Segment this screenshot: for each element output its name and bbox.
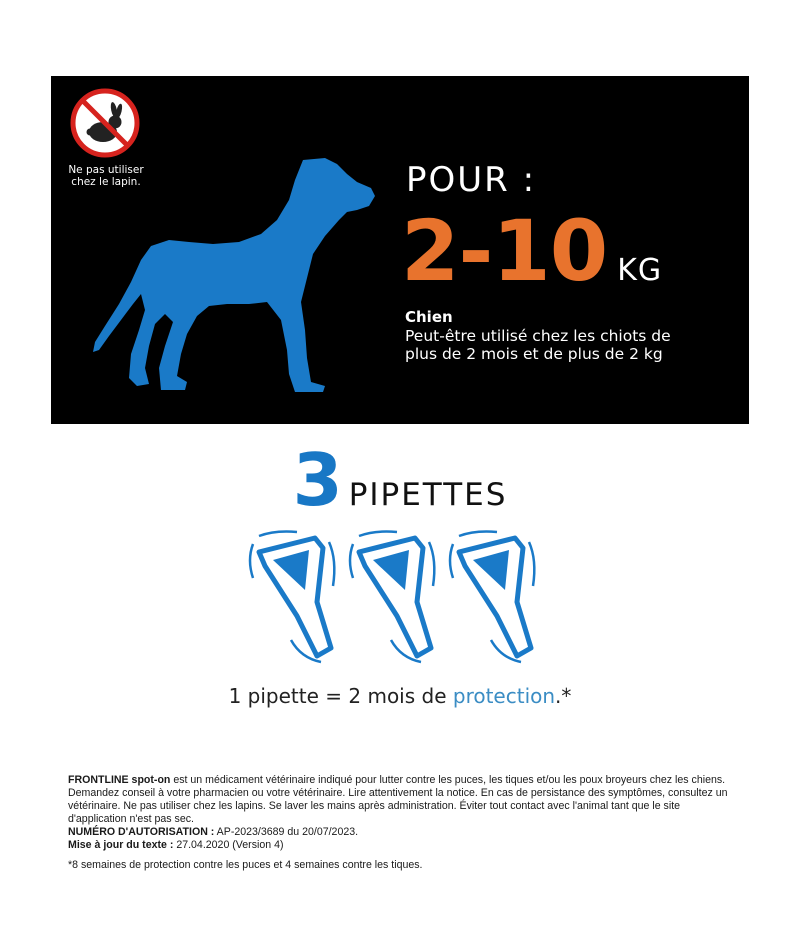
product-description: est un médicament vétérinaire indiqué pour lutter contre les puces, les tiques et/ou les poux broyeurs chez les chiens. Demandez conseil à votre pharmacien ou votre vétérinaire. Lire attentivement la notice. En cas de persistance des symptômes, consultez un vétérinaire. Ne pas utiliser chez les lapins. Se laver les mains après administration. Éviter tout contact avec l'animal tant que le site d'application n'est pas sec. xyxy=(68,774,728,825)
update-value: 27.04.2020 (Version 4) xyxy=(173,839,284,851)
pipettes-heading xyxy=(0,440,800,520)
protection-suffix: .* xyxy=(555,684,572,708)
protection-statement xyxy=(0,684,800,708)
pour-label: POUR : xyxy=(406,160,537,200)
pipette-icon xyxy=(250,532,334,663)
weight-range-row xyxy=(401,202,663,300)
authorization-label: NUMÉRO D'AUTORISATION : xyxy=(68,826,215,838)
product-name: FRONTLINE spot-on xyxy=(68,774,171,786)
protection-prefix: 1 pipette = 2 mois de xyxy=(228,684,453,708)
footnote: *8 semaines de protection contre les puces et 4 semaines contre les tiques. xyxy=(68,859,423,871)
product-banner xyxy=(51,76,749,424)
legal-description xyxy=(68,774,738,826)
species-description: Peut-être utilisé chez les chiots de plus de 2 mois et de plus de 2 kg xyxy=(405,327,671,363)
species-label: Chien xyxy=(405,308,453,326)
rabbit-warning-line1: Ne pas utiliser xyxy=(68,164,144,176)
pipette-icons xyxy=(243,530,563,670)
legal-text xyxy=(68,774,738,872)
update-label: Mise à jour du texte : xyxy=(68,839,174,851)
update-line xyxy=(68,839,738,852)
authorization-line xyxy=(68,826,738,839)
authorization-value: AP-2023/3689 du 20/07/2023. xyxy=(214,826,359,838)
no-rabbit-icon xyxy=(70,88,140,158)
protection-word: protection xyxy=(452,684,556,708)
pipette-icon xyxy=(450,532,534,663)
dog-silhouette-icon xyxy=(89,154,389,394)
weight-unit: KG xyxy=(617,253,663,288)
weight-range: 2-10 xyxy=(401,202,608,300)
pipettes-label: PIPETTES xyxy=(348,477,508,513)
pipettes-count: 3 xyxy=(292,438,343,522)
pipette-icon xyxy=(350,532,434,663)
rabbit-warning-line2: chez le lapin. xyxy=(71,176,141,188)
